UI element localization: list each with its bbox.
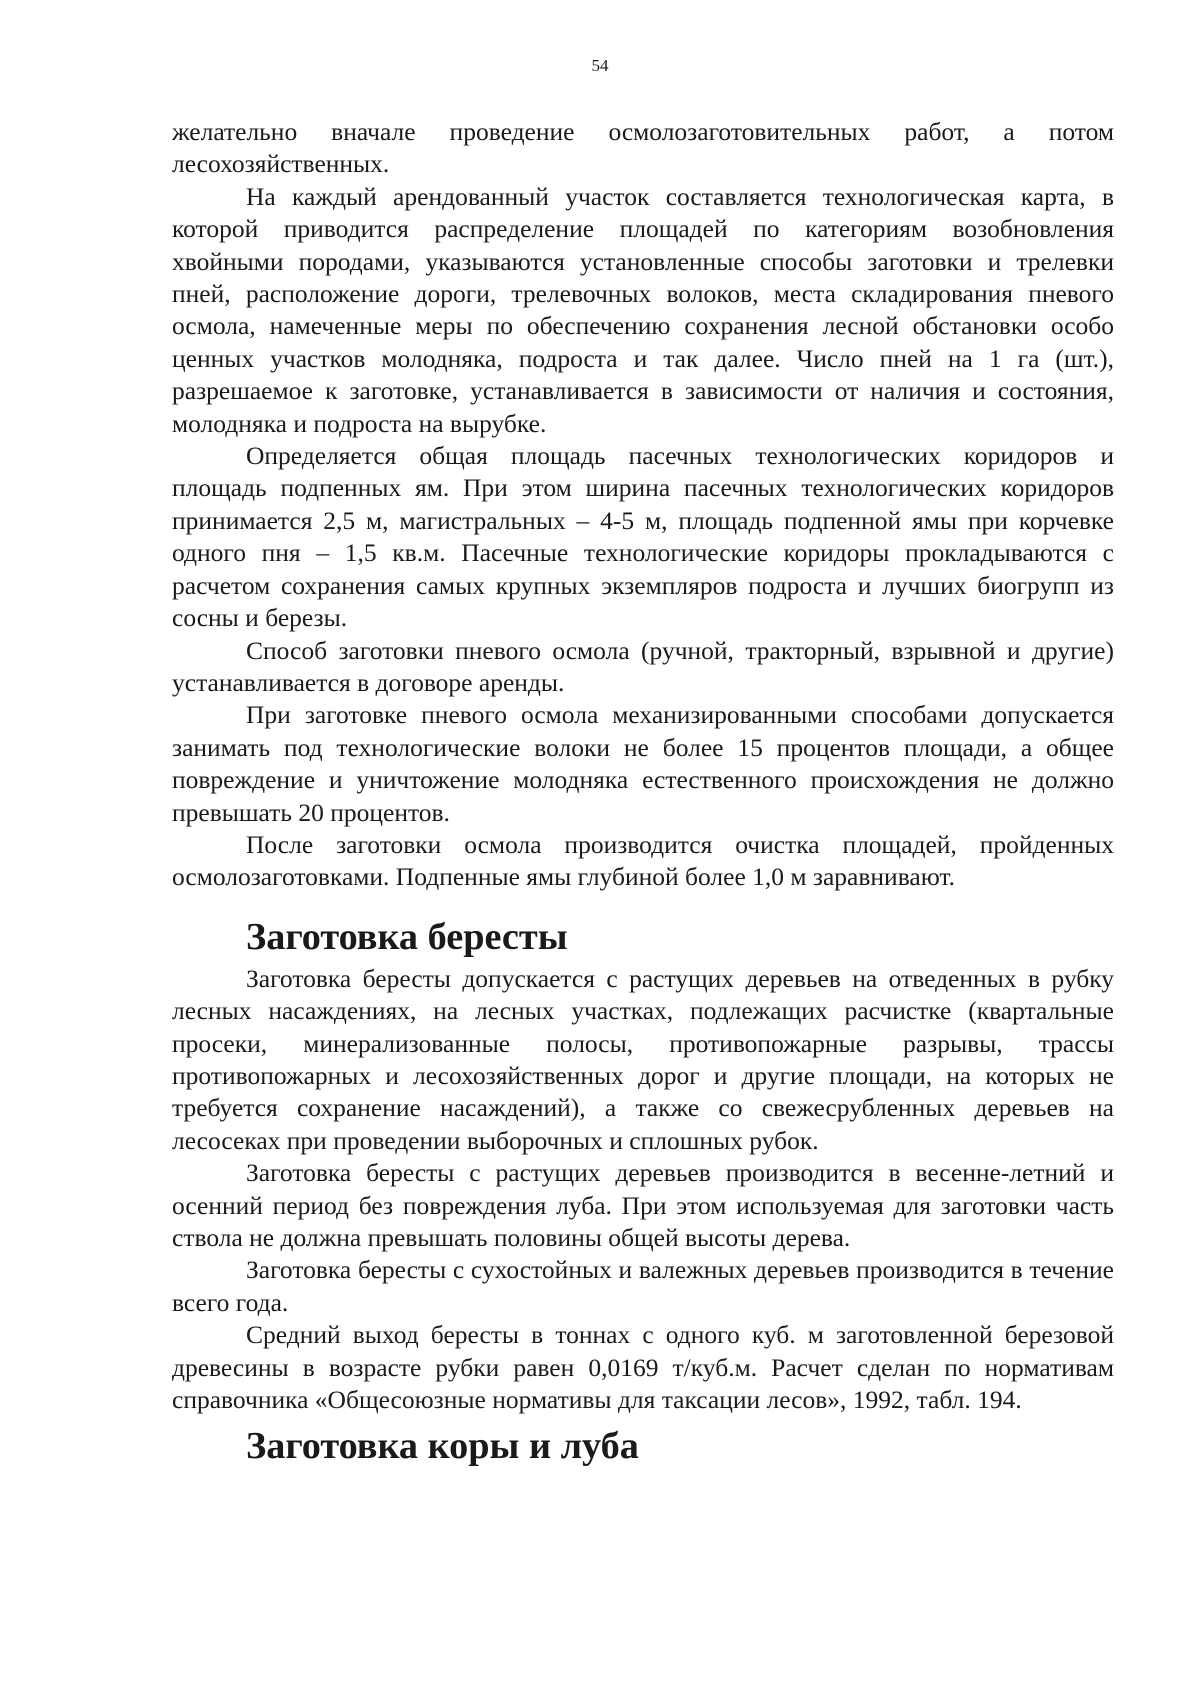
paragraph: После заготовки осмола производится очистка площадей, пройденных осмолозаготовками. Подпенные ямы глубиной более 1,0 м заравнивают. <box>172 829 1114 892</box>
section-heading-bark-and-bast: Заготовка коры и луба <box>246 1425 639 1468</box>
paragraph: Определяется общая площадь пасечных технологических коридоров и площадь подпенных ям. При этом ширина пасечных технологических коридоров принимается 2,5 м, магистральных – 4-5 м, площадь подпенной ямы при корчевке одного пня – 1,5 кв.м. Пасечные технологические коридоры прокладываются с расчетом сохранения самых крупных экземпляров подроста и лучших биогрупп из сосны и березы. <box>172 441 1114 633</box>
paragraph: Заготовка бересты с сухостойных и валежных деревьев производится в течение всего года. <box>172 1255 1114 1317</box>
paragraph: На каждый арендованный участок составляется технологическая карта, в которой приводится распределение площадей по категориям возобновления хвойными породами, указываются установленные способы заготовки и трелевки пней, расположение дороги, трелевочных волоков, места складирования пневого осмола, намеченные меры по обеспечению сохранения лесной обстановки особо ценных участков молодняка, подроста и так далее. Число пней на 1 га (шт.), разрешаемое к заготовке, устанавливается в зависимости от наличия и состояния, молодняка и подроста на вырубке. <box>172 181 1114 438</box>
paragraph: желательно вначале проведение осмолозаготовительных работ, а потом лесохозяйственных. <box>172 117 1114 179</box>
paragraph: При заготовке пневого осмола механизированными способами допускается занимать под технологические волоки не более 15 процентов площади, а общее повреждение и уничтожение молодняка естественного происхождения не должно превышать 20 процентов. <box>172 700 1114 827</box>
document-body <box>172 116 1114 1468</box>
paragraph: Заготовка бересты с растущих деревьев производится в весенне-летний и осенний период без повреждения луба. При этом используемая для заготовки часть ствола не должна превышать половины общей высоты дерева. <box>172 1158 1114 1252</box>
section-heading-birch-bark: Заготовка бересты <box>246 915 568 958</box>
paragraph: Средний выход бересты в тоннах с одного куб. м заготовленной березовой древесины в возрасте рубки равен 0,0169 т/куб.м. Расчет сделан по нормативам справочника «Общесоюзные нормативы для таксации лесов», 1992, табл. 194. <box>172 1320 1114 1415</box>
paragraph: Способ заготовки пневого осмола (ручной, тракторный, взрывной и другие) устанавливается в договоре аренды. <box>172 635 1114 697</box>
page-number: 54 <box>591 56 609 75</box>
paragraph: Заготовка бересты допускается с растущих деревьев на отведенных в рубку лесных насаждениях, на лесных участках, подлежащих расчистке (квартальные просеки, минерализованные полосы, противопожарные разрывы, трассы противопожарных и лесохозяйственных дорог и другие площади, на которых не требуется сохранение насаждений), а также со свежесрубленных деревьев на лесосеках при проведении выборочных и сплошных рубок. <box>172 963 1114 1155</box>
